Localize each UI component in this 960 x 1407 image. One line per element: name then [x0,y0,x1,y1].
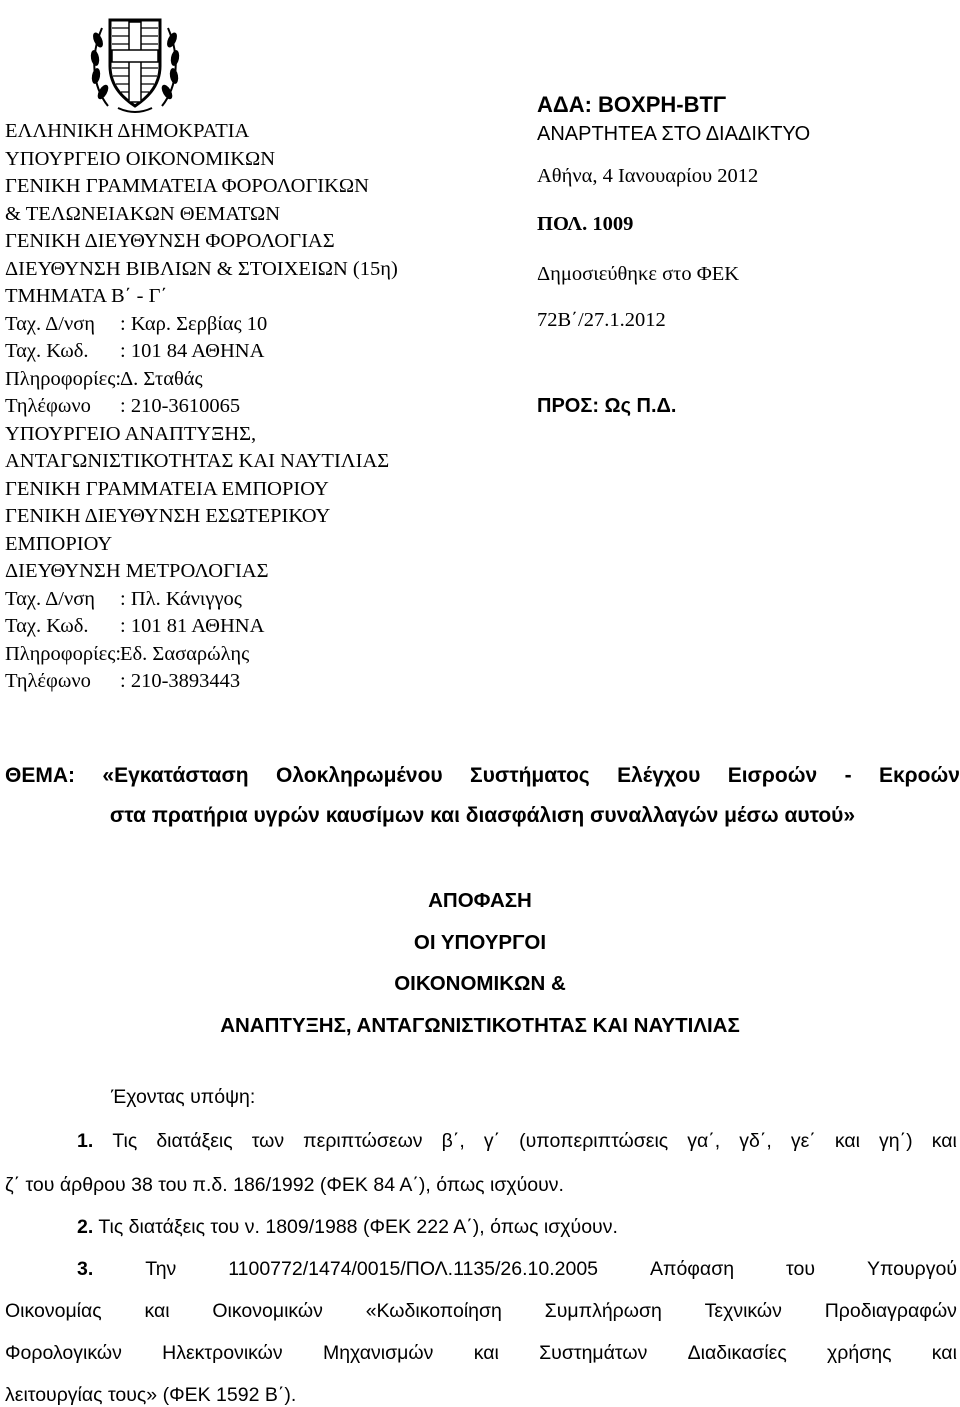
decision-line: ΑΝΑΠΤΥΞΗΣ, ΑΝΤΑΓΩΝΙΣΤΙΚΟΤΗΤΑΣ ΚΑΙ ΝΑΥΤΙΛΙΑΣ [220,1013,740,1037]
word: Μηχανισμών [322,1342,434,1364]
word: Οικονομικών [212,1300,323,1322]
item-2-text: Τις διατάξεις του ν. 1809/1988 (ΦΕΚ 222 Α΄), όπως ισχύουν. [98,1216,618,1238]
sender-line: ΔΙΕΥΘΥΝΣΗ ΒΙΒΛΙΩΝ & ΣΤΟΙΧΕΙΩΝ (15η) [5,257,398,280]
contact-line [5,668,525,696]
contact-label: Ταχ. Δ/νση [5,312,95,335]
sender-line: ΥΠΟΥΡΓΕΙΟ ΟΙΚΟΝΟΜΙΚΩΝ [5,147,276,170]
contact-value: : 210-3893443 [120,670,241,692]
contact-value: : 210-3610065 [120,395,241,417]
contact-label: Ταχ. Κωδ. [5,340,89,362]
pol-number: ΠΟΛ. 1009 [537,213,634,235]
publication-notice: ΑΝΑΡΤΗΤΕΑ ΣΤΟ ΔΙΑΔΙΚΤΥΟ [537,123,811,145]
word: «Εγκατάσταση [102,764,249,787]
word: Εισροών [727,764,818,787]
contact-line [5,366,525,394]
item-3-line-1 [77,1258,957,1281]
contact-line [5,613,525,641]
word: γη΄) [879,1130,913,1152]
sender-line: ΓΕΝΙΚΗ ΓΡΑΜΜΑΤΕΙΑ ΦΟΡΟΛΟΓΙΚΩΝ [5,175,369,197]
sender-line: ΕΜΠΟΡΙΟΥ [5,532,113,555]
word: Συστημάτων [539,1342,648,1364]
document-date: Αθήνα, 4 Ιανουαρίου 2012 [537,165,759,187]
sender-line: ΤΜΗΜΑΤΑ Β΄ - Γ΄ [5,285,168,307]
contact-label: Ταχ. Δ/νση [5,587,95,610]
word: Ολοκληρωμένου [276,764,443,787]
word: Απόφαση [649,1258,735,1280]
word: «Κωδικοποίηση [365,1300,502,1322]
subject-line-1 [5,760,960,792]
contact-line [5,393,525,421]
word: - [844,764,852,787]
sender-line: ΑΝΤΑΓΩΝΙΣΤΙΚΟΤΗΤΑΣ ΚΑΙ ΝΑΥΤΙΛΙΑΣ [5,450,390,472]
item-3-line-3 [5,1342,957,1365]
word: β΄, [441,1130,465,1152]
word: Εκροών [878,764,960,787]
decision-line: ΟΙΚΟΝΟΜΙΚΩΝ & [394,972,566,995]
word: και [473,1342,499,1364]
word: των [251,1130,285,1152]
contact-value: : Καρ. Σερβίας 10 [120,312,268,335]
subject-block [5,760,960,832]
sender-block [5,118,525,696]
word: Οικονομίας [5,1300,102,1322]
word: και [931,1342,957,1364]
word: και [931,1130,957,1152]
sender-line: ΓΕΝΙΚΗ ΔΙΕΥΘΥΝΣΗ ΕΣΩΤΕΡΙΚΟΥ [5,505,331,527]
contact-value: : Πλ. Κάνιγγος [120,587,242,610]
contact-value: Εδ. Σασαρώλης [120,642,250,665]
item-3-line-4: λειτουργίας τους» (ΦΕΚ 1592 Β΄). [5,1384,297,1406]
contact-line [5,311,525,339]
item-number: 3. [77,1258,94,1280]
intro-text: Έχοντας υπόψη: [111,1086,256,1108]
word: γδ΄, [739,1130,772,1152]
word: Συμπλήρωση [544,1300,662,1322]
word: Ελέγχου [617,764,701,787]
word: (υποπεριπτώσεις [519,1130,669,1152]
ada-code: ΑΔΑ: ΒΟΧΡΗ-ΒΤΓ [537,92,727,117]
word: Τις [112,1130,138,1152]
word: Τεχνικών [704,1300,782,1322]
word: Προδιαγραφών [824,1300,957,1322]
word: Φορολογικών [5,1342,122,1364]
contact-label: Τηλέφωνο [5,395,91,417]
item-3-line-2 [5,1300,957,1323]
contact-label: Πληροφορίες: [5,642,122,665]
word: 1100772/1474/0015/ΠΟΛ.1135/26.10.2005 [228,1258,599,1280]
document-info [537,90,957,420]
contact-line [5,586,525,614]
decision-heading [0,880,960,1046]
word: Ηλεκτρονικών [162,1342,283,1364]
decision-line: ΟΙ ΥΠΟΥΡΓΟΙ [413,930,547,954]
decision-line: ΑΠΟΦΑΣΗ [428,889,532,912]
contact-label: Ταχ. Κωδ. [5,615,89,637]
contact-value: : 101 81 ΑΘΗΝΑ [120,615,265,637]
word: Υπουργού [866,1258,957,1280]
greek-coat-of-arms-icon [88,6,182,116]
word: χρήσης [827,1342,892,1364]
recipient: ΠΡΟΣ: Ως Π.Δ. [537,395,677,417]
sender-line: ΥΠΟΥΡΓΕΙΟ ΑΝΑΠΤΥΞΗΣ, [5,422,257,445]
item-1-line-1 [77,1130,957,1153]
contact-line [5,338,525,366]
item-2 [77,1216,618,1239]
word: ΘΕΜΑ: [5,764,75,787]
word: και [834,1130,860,1152]
item-number: 1. [77,1130,94,1152]
fek-reference: 72Β΄/27.1.2012 [537,309,666,331]
item-1-line-2: ζ΄ του άρθρου 38 του π.δ. 186/1992 (ΦΕΚ 84 Α΄), όπως ισχύουν. [5,1174,564,1196]
word: Διαδικασίες [687,1342,787,1364]
fek-published-label: Δημοσιεύθηκε στο ΦΕΚ [537,263,740,285]
contact-label: Τηλέφωνο [5,670,91,692]
word: του [786,1258,815,1280]
word: περιπτώσεων [303,1130,423,1152]
contact-line [5,641,525,669]
sender-line: ΓΕΝΙΚΗ ΓΡΑΜΜΑΤΕΙΑ ΕΜΠΟΡΙΟΥ [5,477,329,500]
word: Την [145,1258,177,1280]
word: και [144,1300,170,1322]
sender-line: ΕΛΛΗΝΙΚΗ ΔΗΜΟΚΡΑΤΙΑ [5,120,250,142]
sender-line: & ΤΕΛΩΝΕΙΑΚΩΝ ΘΕΜΑΤΩΝ [5,202,281,225]
sender-line: ΔΙΕΥΘΥΝΣΗ ΜΕΤΡΟΛΟΓΙΑΣ [5,560,269,582]
contact-value: : 101 84 ΑΘΗΝΑ [120,340,265,362]
contact-value: Δ. Σταθάς [120,367,203,390]
contact-label: Πληροφορίες: [5,367,122,390]
item-2-number: 2. [77,1216,94,1238]
word: γε΄ [790,1130,816,1152]
subject-line-2: στα πρατήρια υγρών καυσίμων και διασφάλιση συναλλαγών μέσω αυτού» [109,804,856,827]
word: γα΄, [687,1130,721,1152]
word: Συστήματος [470,764,590,787]
word: διατάξεις [156,1130,233,1152]
word: γ΄ [483,1130,501,1152]
sender-line: ΓΕΝΙΚΗ ΔΙΕΥΘΥΝΣΗ ΦΟΡΟΛΟΓΙΑΣ [5,230,335,252]
